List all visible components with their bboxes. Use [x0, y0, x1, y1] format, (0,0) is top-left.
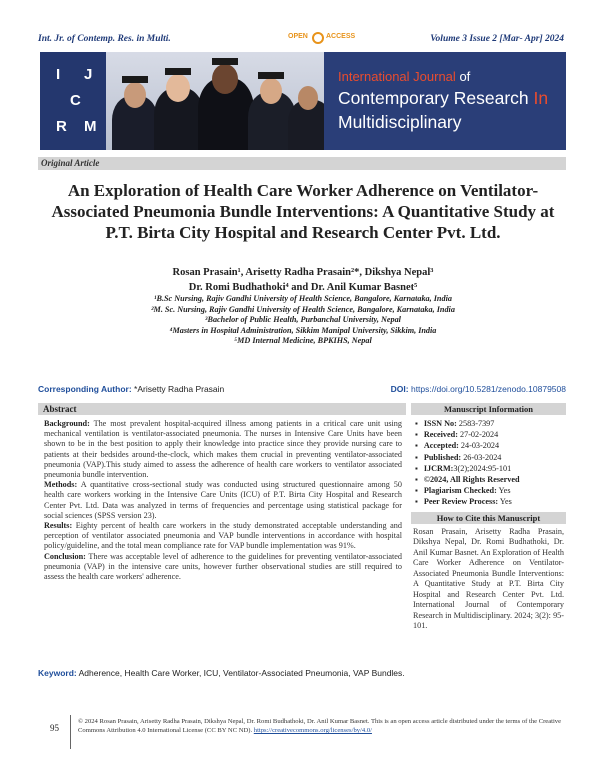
initial-letter: C	[70, 92, 81, 109]
citation-text: Rosan Prasain, Arisetty Radha Prasain, Dikshya Nepal, Dr. Romi Budhathoki, Dr. Anil Kumar Basnet. An Exploration of Health Care Worker Adherence on Ventilator-Associated Pneumonia Bundle Interventions: A Quantitative Study at P.T. Birta City Hospital and Research Center Pvt. Ltd. International Journal of Contemporary Research in Multidisciplinary. 2024; 3(2): 95-101.	[413, 526, 564, 631]
banner-line-2: Contemporary Research	[338, 88, 529, 108]
manuscript-info-heading: Manuscript Information	[411, 403, 566, 415]
manuscript-info-list	[411, 415, 566, 512]
initial-letter: I	[56, 66, 61, 83]
affiliation: ⁴Masters in Hospital Administration, Sikkim Manipal University, Sikkim, India	[169, 325, 437, 335]
keywords-row	[38, 668, 566, 678]
doi-label: DOI:	[390, 384, 409, 394]
banner-line-1-suffix: of	[459, 69, 471, 84]
affiliation: ³Bachelor of Public Health, Purbanchal University, Nepal	[205, 315, 401, 324]
page-footer	[38, 715, 566, 749]
footer-divider	[70, 715, 71, 749]
affiliation: ¹B.Sc Nursing, Rajiv Gandhi University of Health Science, Bangalore, Karnataka, India	[154, 294, 452, 303]
journal-banner	[40, 52, 566, 150]
author-line: Rosan Prasain¹, Arisetty Radha Prasain²*, Dikshya Nepal³	[172, 267, 434, 278]
list-item: ▪ ISSN No: 2583-7397	[415, 418, 566, 429]
journal-initials-block	[40, 52, 106, 150]
keyword-label: Keyword:	[38, 668, 77, 678]
article-type-label: Original Article	[38, 157, 566, 170]
article-title: An Exploration of Health Care Worker Adherence on Ventilator-Associated Pneumonia Bundle Interventions: A Quantitative Study at P.T. Birta City Hospital and Research Center Pvt. Ltd.	[51, 181, 555, 242]
journal-short-name: Int. Jr. of Contemp. Res. in Multi.	[38, 34, 171, 44]
abstract-heading: Abstract	[38, 403, 406, 415]
list-item: ▪ Plagiarism Checked: Yes	[415, 485, 566, 496]
list-item: ▪ Accepted: 24-03-2024	[415, 440, 566, 451]
doi	[391, 384, 566, 394]
abstract-results: Results: Eighty percent of health care workers in the study demonstrated acceptable understanding and perception of ventilator associated pneumonia and VAP bundle interventions in accordance with hospital policy/guideline, and the total mean compliance rate for VAP bundle implementation was 91%.	[44, 521, 402, 551]
banner-line-3: Multidisciplinary	[338, 112, 462, 132]
banner-line-1: International Journal	[338, 69, 456, 84]
abstract-conclusion: Conclusion: There was acceptable level of adherence to the guidelines for preventing ventilator-associated pneumonia (VAP) in the intensive care units, however further observational studies are still required to assess the health care workers' adherence.	[44, 551, 402, 582]
abstract-body	[38, 415, 406, 582]
affiliation: ⁵MD Internal Medicine, BPKIHS, Nepal	[234, 336, 372, 345]
initial-letter: R	[56, 118, 67, 135]
abstract-section	[38, 403, 406, 663]
open-access-lock-icon	[312, 32, 324, 44]
list-item: ▪ Published: 26-03-2024	[415, 452, 566, 463]
banner-line-2-suffix: In	[533, 88, 549, 108]
initial-letter: J	[84, 66, 93, 83]
volume-issue: Volume 3 Issue 2 [Mar- Apr] 2024	[430, 34, 564, 44]
corresponding-author-label: Corresponding Author:	[38, 384, 132, 394]
page-number: 95	[50, 723, 59, 733]
doi-link[interactable]: https://doi.org/10.5281/zenodo.10879508	[410, 384, 566, 394]
manuscript-info-panel	[411, 403, 566, 632]
logo-word-access: ACCESS	[326, 33, 356, 40]
list-item: ▪ IJCRM:3(2);2024:95-101	[415, 463, 566, 474]
affiliation: ²M. Sc. Nursing, Rajiv Gandhi University of Health Science, Bangalore, Karnataka, India	[151, 304, 455, 314]
initial-letter: M	[84, 118, 97, 135]
cite-heading: How to Cite this Manuscript	[411, 512, 566, 524]
abstract-background: Background: The most prevalent hospital-acquired illness among patients in a critical care unit using mechanical ventilation is ventilator-associated pneumonia. The nurses in Intensive Care Units have been shown to be in the best position to apply their knowledge into practice since they provide nursing care to patients at their bedsides around-the-clock, which makes them crucial in preventing ventilator-associated pneumonia (VAP).This study aimed to assess the adherence of health care workers to ventilator associated pneumonia bundle intervention.	[44, 419, 402, 480]
corresponding-author-name: *Arisetty Radha Prasain	[134, 384, 225, 394]
author-line: Dr. Romi Budhathoki⁴ and Dr. Anil Kumar Basnet⁵	[188, 282, 418, 293]
list-item: ▪ ©2024, All Rights Reserved	[415, 474, 566, 485]
graduates-photo	[106, 52, 324, 150]
corresponding-author-row	[38, 384, 566, 394]
license-text: © 2024 Rosan Prasain, Arisetty Radha Prasain, Dikshya Nepal, Dr. Romi Budhathoki, Dr. Anil Kumar Basnet. This is an open access article distributed under the terms of the Creative Commons Attribution 4.0 International License (CC BY NC ND). https://creativecommons.org/licenses/by/4.0/	[78, 718, 562, 734]
logo-word-open: OPEN	[288, 33, 308, 40]
banner-journal-title	[338, 69, 548, 133]
author-list	[40, 265, 566, 295]
keyword-text: Adherence, Health Care Worker, ICU, Ventilator-Associated Pneumonia, VAP Bundles.	[78, 668, 405, 678]
running-header	[38, 30, 564, 48]
affiliation-list	[40, 294, 566, 347]
list-item: ▪ Peer Review Process: Yes	[415, 496, 566, 507]
license-link[interactable]: https://creativecommons.org/licenses/by/4.0/	[253, 727, 372, 734]
list-item: ▪ Received: 27-02-2024	[415, 429, 566, 440]
abstract-methods: Methods: A quantitative cross-sectional study was conducted using structured questionnaire among 50 health care workers working in the Intensive Care Units (ICU) of P.T. Birta City Hospital and Research Center Pvt. Ltd. Data was analyzed in terms of frequencies and percentage using statistical package for social sciences (SPSS version 23).	[44, 480, 402, 520]
open-access-logo	[288, 30, 356, 46]
